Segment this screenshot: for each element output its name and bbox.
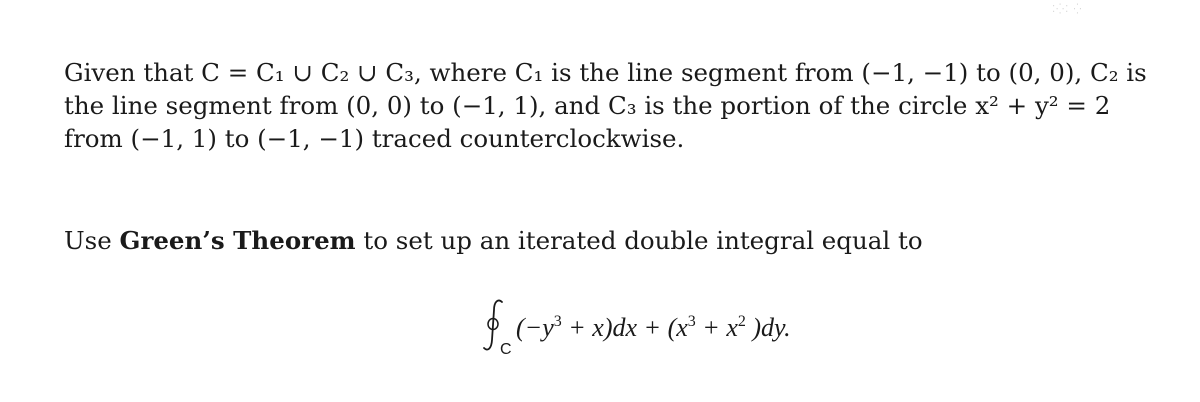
term2-mid: + x	[695, 313, 738, 342]
problem-line-2: the line segment from (0, 0) to (−1, 1), and C₃ is the portion of the circle x² + y² = 2	[64, 91, 1111, 120]
instruction-theorem-name: Green’s Theorem	[119, 226, 356, 255]
term1-exponent: 3	[553, 313, 562, 330]
contour-integral-icon	[482, 296, 512, 356]
problem-line-3: from (−1, 1) to (−1, −1) traced counterclockwise.	[64, 124, 685, 153]
instruction-suffix: to set up an iterated double integral equal to	[355, 226, 923, 255]
integrand-expression	[516, 302, 791, 348]
term1-open: (−y	[516, 313, 554, 342]
problem-line-1: Given that C = C₁ ∪ C₂ ∪ C₃, where C₁ is the line segment from (−1, −1) to (0, 0), C₂ is	[64, 58, 1147, 87]
term1-close: + x)dx + (x	[561, 313, 688, 342]
problem-statement	[64, 56, 1174, 155]
term2-close: )dy.	[745, 313, 791, 342]
contour-subscript: C	[500, 341, 512, 358]
scan-artifact: ⁚⁛⁚ ⁛	[1052, 4, 1083, 15]
term2-exponent-1: 3	[687, 313, 696, 330]
instruction-prefix: Use	[64, 226, 120, 255]
term2-exponent-2: 2	[737, 313, 746, 330]
instruction	[64, 224, 923, 257]
